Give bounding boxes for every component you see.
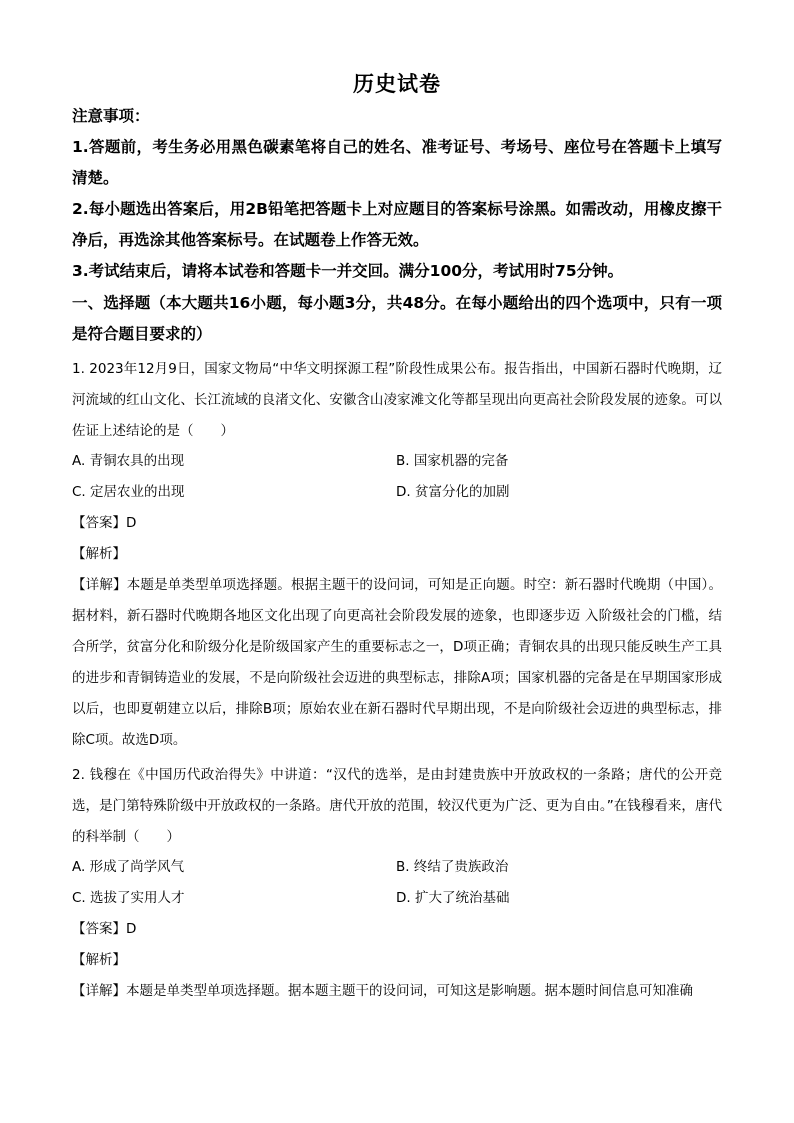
question-2-analysis-label: 【解析】	[72, 952, 126, 968]
question-2-option-b: B. 终结了贵族政治	[396, 859, 509, 875]
notice-item-2: 2.每小题选出答案后，用2B铅笔把答题卡上对应题目的答案标号涂黑。如需改动，用橡皮擦干净后，再选涂其他答案标号。在试题卷上作答无效。	[72, 200, 722, 249]
question-2-answer: 【答案】D	[72, 921, 137, 937]
question-1-option-d: D. 贫富分化的加剧	[396, 484, 510, 500]
question-2-options-row-1	[72, 852, 722, 883]
question-2-detail: 【详解】本题是单类型单项选择题。据本题主题干的设问词，可知这是影响题。据本题时间信息可知准确	[72, 983, 693, 999]
notice-item-3: 3.考试结束后，请将本试卷和答题卡一并交回。满分100分，考试用时75分钟。	[72, 262, 624, 280]
question-2-option-a: A. 形成了尚学风气	[72, 859, 185, 875]
question-1-analysis-label: 【解析】	[72, 546, 126, 562]
section-heading: 一、选择题（本大题共16小题，每小题3分，共48分。在每小题给出的四个选项中，只有一项是符合题目要求的）	[72, 294, 722, 343]
question-1-stem: 1. 2023年12月9日，国家文物局“中华文明探源工程”阶段性成果公布。报告指出，中国新石器时代晚期，辽河流域的红山文化、长江流域的良渚文化、安徽含山凌家滩文化等都呈现出向更高社会阶段发展的迹象。可以佐证上述结论的是（ ）	[72, 361, 722, 439]
question-2-option-c: C. 选拔了实用人才	[72, 890, 185, 906]
question-1-answer: 【答案】D	[72, 515, 137, 531]
question-1-option-a: A. 青铜农具的出现	[72, 453, 185, 469]
question-1-options-row-2	[72, 477, 722, 508]
question-1-options-row-1	[72, 446, 722, 477]
page-title: 历史试卷	[353, 72, 441, 96]
question-2-options-row-2	[72, 883, 722, 914]
question-1-detail: 【详解】本题是单类型单项选择题。根据主题干的设问词，可知是正向题。时空：新石器时代晚期（中国）。据材料，新石器时代晚期各地区文化出现了向更高社会阶段发展的迹象，也即逐步迈 入阶级社会的门槛，结合所学，贫富分化和阶级分化是阶级国家产生的重要标志之一，D项正确；青铜农具的出现只能反映生产工具的进步和青铜铸造业的发展，不是向阶级社会迈进的典型标志，排除A项；国家机器的完备是在早期国家形成以后，也即夏朝建立以后，排除B项；原始农业在新石器时代早期出现，不是向阶级社会迈进的典型标志，排除C项。故选D项。	[72, 577, 722, 748]
notice-item-1: 1.答题前，考生务必用黑色碳素笔将自己的姓名、准考证号、考场号、座位号在答题卡上填写清楚。	[72, 138, 722, 187]
question-1-option-c: C. 定居农业的出现	[72, 484, 185, 500]
question-2-option-d: D. 扩大了统治基础	[396, 890, 510, 906]
notice-heading: 注意事项：	[72, 107, 150, 125]
question-1-option-b: B. 国家机器的完备	[396, 453, 509, 469]
question-2-stem: 2. 钱穆在《中国历代政治得失》中讲道：“汉代的选举，是由封建贵族中开放政权的一条路；唐代的公开竞选，是门第特殊阶级中开放政权的一条路。唐代开放的范围，较汉代更为广泛、更为自由。”在钱穆看来，唐代的科举制（ ）	[72, 767, 722, 845]
